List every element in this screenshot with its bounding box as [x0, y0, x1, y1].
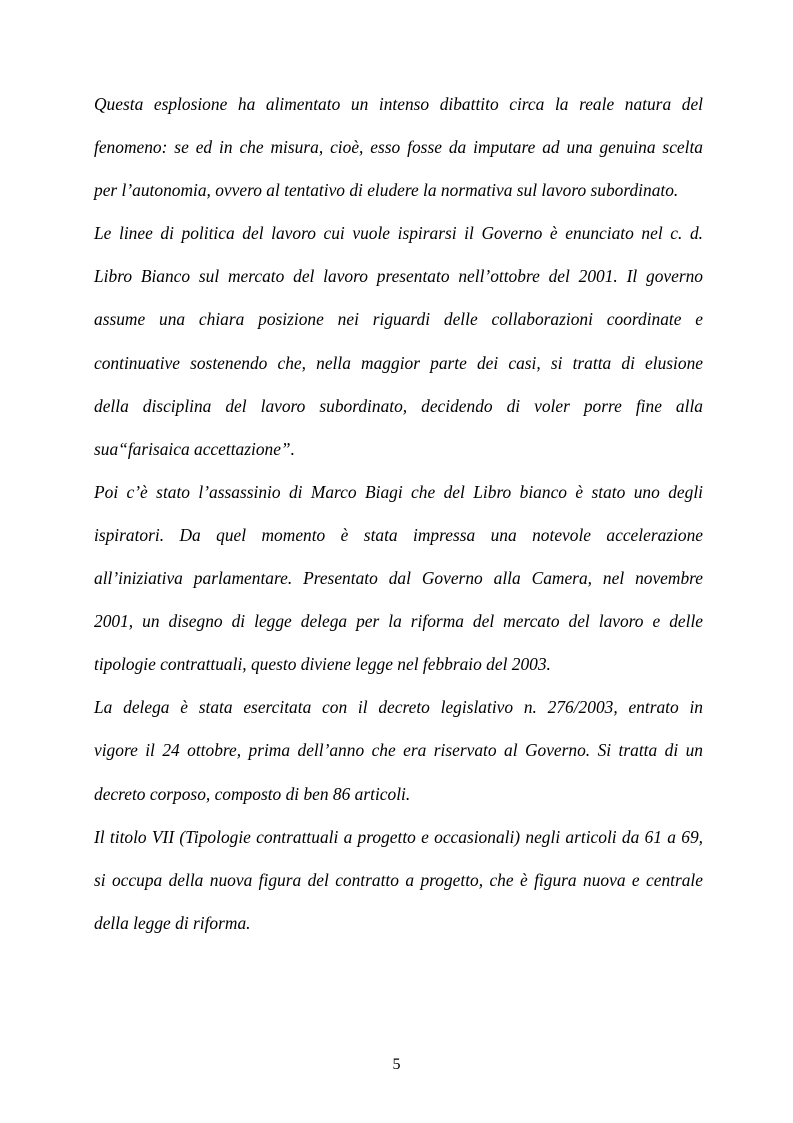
text-line: tipologie contrattuali, questo diviene legge nel febbraio del 2003.	[94, 654, 551, 675]
page-number: 5	[392, 1056, 401, 1073]
paragraph	[94, 686, 703, 815]
text-line: della legge di riforma.	[94, 912, 251, 933]
body-text	[94, 83, 703, 945]
paragraph	[94, 816, 703, 945]
paragraph	[94, 471, 703, 686]
text-line: continuative sostenendo che, nella maggior parte dei casi, si tratta di elusione	[94, 352, 703, 373]
paragraph	[94, 212, 703, 471]
text-line: ispiratori. Da quel momento è stata impressa una notevole accelerazione	[94, 524, 703, 545]
text-line: Libro Bianco sul mercato del lavoro presentato nell’ottobre del 2001. Il governo	[94, 266, 703, 287]
text-line: Le linee di politica del lavoro cui vuole ispirarsi il Governo è enunciato nel c. d.	[94, 223, 703, 244]
text-line: per l’autonomia, ovvero al tentativo di eludere la normativa sul lavoro subordinato.	[94, 180, 679, 201]
text-line: Questa esplosione ha alimentato un intenso dibattito circa la reale natura del	[94, 94, 703, 114]
text-line: della disciplina del lavoro subordinato, decidendo di voler porre fine alla	[94, 395, 703, 416]
text-line: assume una chiara posizione nei riguardi delle collaborazioni coordinate e	[94, 309, 703, 330]
text-line: sua“farisaica accettazione”.	[94, 438, 295, 459]
text-line: si occupa della nuova figura del contratto a progetto, che è figura nuova e centrale	[94, 869, 703, 890]
text-line: decreto corposo, composto di ben 86 articoli.	[94, 783, 411, 804]
paragraph	[94, 83, 703, 212]
text-line: La delega è stata esercitata con il decreto legislativo n. 276/2003, entrato in	[94, 697, 703, 718]
text-line: Poi c’è stato l’assassinio di Marco Biagi che del Libro bianco è stato uno degli	[94, 481, 703, 502]
text-line: 2001, un disegno di legge delega per la riforma del mercato del lavoro e delle	[94, 611, 703, 632]
text-line: Il titolo VII (Tipologie contrattuali a progetto e occasionali) negli articoli da 61 a 69,	[94, 826, 703, 847]
text-line: vigore il 24 ottobre, prima dell’anno che era riservato al Governo. Si tratta di un	[94, 740, 703, 761]
text-line: all’iniziativa parlamentare. Presentato dal Governo alla Camera, nel novembre	[94, 568, 703, 589]
text-line: fenomeno: se ed in che misura, cioè, esso fosse da imputare ad una genuina scelta	[94, 137, 703, 158]
